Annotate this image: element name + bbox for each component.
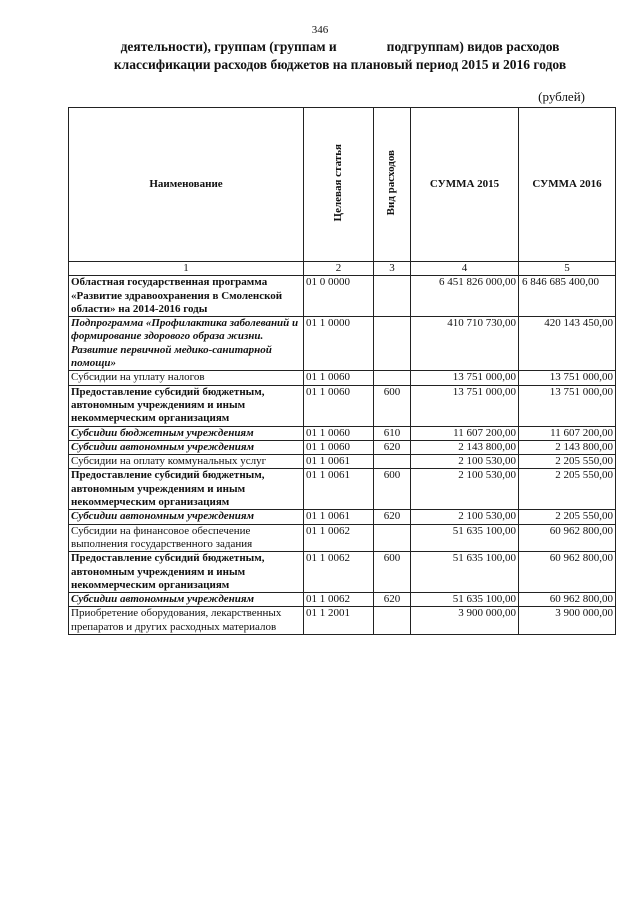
- table-row: [69, 510, 616, 524]
- column-number: 5: [519, 262, 616, 276]
- row-sum-2016: 60 962 800,00: [519, 593, 616, 607]
- row-expense-type: 620: [374, 510, 411, 524]
- row-expense-type: 600: [374, 385, 411, 426]
- table-row: [69, 593, 616, 607]
- column-number: 1: [69, 262, 304, 276]
- row-target-article: 01 1 0060: [304, 371, 374, 385]
- row-expense-type: 620: [374, 440, 411, 454]
- row-sum-2016: 420 143 450,00: [519, 317, 616, 371]
- row-sum-2016: 60 962 800,00: [519, 552, 616, 593]
- row-sum-2016: 13 751 000,00: [519, 371, 616, 385]
- heading-line1-part1: деятельности), группам (группам и: [120, 39, 337, 54]
- table-row: [69, 371, 616, 385]
- row-sum-2016: 2 205 550,00: [519, 510, 616, 524]
- units-label: (рублей): [538, 89, 585, 104]
- table-row: [69, 455, 616, 469]
- row-name: Предоставление субсидий бюджетным, автономным учреждениям и иным некоммерческим организациям: [69, 552, 304, 593]
- table-header-row: [69, 108, 616, 262]
- row-sum-2016: 6 846 685 400,00: [519, 276, 616, 317]
- row-sum-2015: 11 607 200,00: [411, 426, 519, 440]
- row-target-article: 01 1 0061: [304, 469, 374, 510]
- row-expense-type: 600: [374, 552, 411, 593]
- row-sum-2015: 3 900 000,00: [411, 607, 519, 635]
- row-name: Субсидии автономным учреждениям: [69, 593, 304, 607]
- row-sum-2015: 2 100 530,00: [411, 455, 519, 469]
- row-expense-type: 610: [374, 426, 411, 440]
- row-target-article: 01 1 0061: [304, 510, 374, 524]
- row-expense-type: [374, 455, 411, 469]
- row-expense-type: 620: [374, 593, 411, 607]
- table-row: [69, 276, 616, 317]
- row-expense-type: [374, 371, 411, 385]
- row-target-article: 01 1 0062: [304, 593, 374, 607]
- table-row: [69, 524, 616, 552]
- row-sum-2015: 13 751 000,00: [411, 385, 519, 426]
- row-sum-2015: 2 143 800,00: [411, 440, 519, 454]
- row-name: Субсидии на уплату налогов: [69, 371, 304, 385]
- row-name: Областная государственная программа «Развитие здравоохранения в Смоленской области» на 2014-2016 годы: [69, 276, 304, 317]
- table-row: [69, 469, 616, 510]
- row-expense-type: [374, 276, 411, 317]
- row-name: Предоставление субсидий бюджетным, автономным учреждениям и иным некоммерческим организациям: [69, 469, 304, 510]
- row-name: Субсидии автономным учреждениям: [69, 440, 304, 454]
- row-sum-2016: 2 205 550,00: [519, 469, 616, 510]
- table-row: [69, 607, 616, 635]
- document-heading: [60, 38, 620, 74]
- header-name: Наименование: [69, 108, 304, 262]
- row-sum-2015: 2 100 530,00: [411, 510, 519, 524]
- row-target-article: 01 1 0000: [304, 317, 374, 371]
- row-target-article: 01 1 0062: [304, 524, 374, 552]
- row-target-article: 01 1 0060: [304, 440, 374, 454]
- row-name: Субсидии бюджетным учреждениям: [69, 426, 304, 440]
- row-expense-type: 600: [374, 469, 411, 510]
- heading-line1-part2: подгруппам) видов расходов: [386, 39, 560, 54]
- header-expense-type: Вид расходов: [374, 108, 411, 262]
- column-number: 4: [411, 262, 519, 276]
- row-expense-type: [374, 524, 411, 552]
- table-row: [69, 317, 616, 371]
- row-sum-2015: 6 451 826 000,00: [411, 276, 519, 317]
- row-name: Субсидии на финансовое обеспечение выполнения государственного задания: [69, 524, 304, 552]
- row-sum-2015: 410 710 730,00: [411, 317, 519, 371]
- row-sum-2015: 51 635 100,00: [411, 524, 519, 552]
- table-row: [69, 385, 616, 426]
- row-sum-2016: 2 205 550,00: [519, 455, 616, 469]
- row-target-article: 01 1 0062: [304, 552, 374, 593]
- page-number: 346: [311, 24, 329, 36]
- row-name: Субсидии автономным учреждениям: [69, 510, 304, 524]
- row-target-article: 01 0 0000: [304, 276, 374, 317]
- row-target-article: 01 1 0061: [304, 455, 374, 469]
- header-sum-2015: СУММА 2015: [411, 108, 519, 262]
- column-number-row: [69, 262, 616, 276]
- header-target-article: Целевая статья: [304, 108, 374, 262]
- budget-table: [68, 107, 616, 635]
- row-target-article: 01 1 2001: [304, 607, 374, 635]
- row-name: Субсидии на оплату коммунальных услуг: [69, 455, 304, 469]
- row-sum-2016: 2 143 800,00: [519, 440, 616, 454]
- row-sum-2016: 13 751 000,00: [519, 385, 616, 426]
- row-sum-2015: 51 635 100,00: [411, 552, 519, 593]
- row-target-article: 01 1 0060: [304, 385, 374, 426]
- row-expense-type: [374, 607, 411, 635]
- column-number: 2: [304, 262, 374, 276]
- table-row: [69, 552, 616, 593]
- row-sum-2016: 60 962 800,00: [519, 524, 616, 552]
- row-expense-type: [374, 317, 411, 371]
- row-sum-2016: 11 607 200,00: [519, 426, 616, 440]
- row-name: Предоставление субсидий бюджетным, автономным учреждениям и иным некоммерческим организациям: [69, 385, 304, 426]
- header-sum-2016: СУММА 2016: [519, 108, 616, 262]
- column-number: 3: [374, 262, 411, 276]
- row-sum-2015: 2 100 530,00: [411, 469, 519, 510]
- row-name: Подпрограмма «Профилактика заболеваний и формирование здорового образа жизни. Развитие первичной медико-санитарной помощи»: [69, 317, 304, 371]
- table-row: [69, 440, 616, 454]
- table-row: [69, 426, 616, 440]
- row-sum-2015: 51 635 100,00: [411, 593, 519, 607]
- row-sum-2016: 3 900 000,00: [519, 607, 616, 635]
- row-sum-2015: 13 751 000,00: [411, 371, 519, 385]
- heading-line2: классификации расходов бюджетов на плановый период 2015 и 2016 годов: [113, 57, 567, 72]
- row-target-article: 01 1 0060: [304, 426, 374, 440]
- row-name: Приобретение оборудования, лекарственных препаратов и других расходных материалов: [69, 607, 304, 635]
